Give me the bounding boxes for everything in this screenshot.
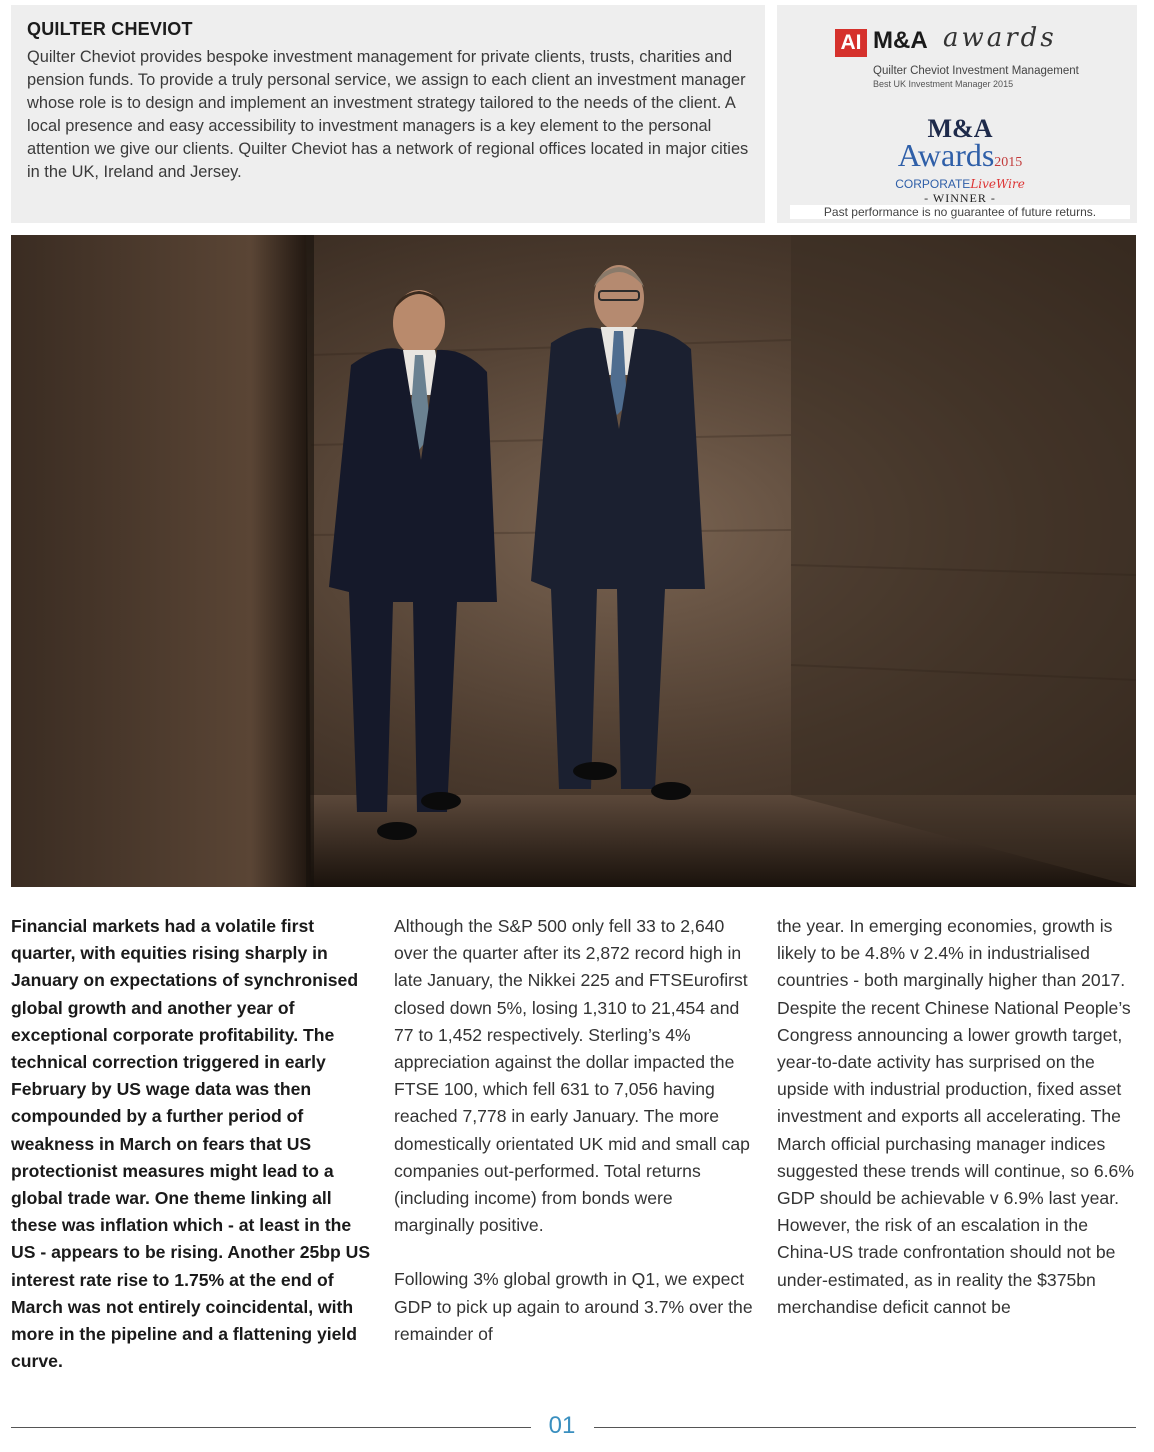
article-column-3: [777, 913, 1137, 1348]
ma2-corporate: CORPORATE: [895, 177, 971, 191]
article-col2-para1: Although the S&P 500 only fell 33 to 2,640 over the quarter after its 2,872 record high in late January, the Nikkei 225 and FTSEurofirst closed down 5%, losing 1,310 to 21,454 and 77 to 1,452 respectively. Sterling’s 4% appreciation against the dollar impacted the FTSE 100, which fell 631 to 7,056 having reached 7,778 in early January. The more domestically orientated UK mid and small cap companies out-performed. Total returns (including income) from bonds were marginally positive.: [394, 916, 750, 1236]
awards-panel: [777, 5, 1137, 223]
article-lead-column: Financial markets had a volatile first quarter, with equities rising sharply in January on expectations of synchronised global growth and another year of exceptional corporate profitability. The technical correction triggered in early February by US wage data was then compounded by a further period of weakness in March on fears that US protectionist measures might lead to a global trade war. One theme linking all these was inflation which - at least in the US - appears to be rising. Another 25bp US interest rate rise to 1.75% at the end of March was not entirely coincidental, with more in the pipeline and a flattening yield curve.: [11, 916, 371, 1372]
award-category: Best UK Investment Manager 2015: [873, 79, 1014, 89]
ma2-awards-text: Awards: [897, 137, 995, 173]
intro-title: QUILTER CHEVIOT: [27, 19, 193, 39]
footer-rule-right: [594, 1427, 1136, 1428]
ma2-winner: - WINNER -: [924, 191, 996, 205]
team-photo: [11, 235, 1136, 887]
intro-body: Quilter Cheviot provides bespoke investment management for private clients, trusts, charities and pension funds. To provide a truly personal service, we assign to each client an investment manager whose role is to design and implement an investment strategy tailored to the needs of the client. A local presence and easy accessibility to investment managers is a key element to the personal attention we give our clients. Quilter Cheviot has a network of regional offices located in major cities in the UK, Ireland and Jersey.: [27, 48, 749, 181]
ma2-title: M&A: [927, 114, 993, 143]
person-right: [531, 265, 705, 800]
article-col3-para1: the year. In emerging economies, growth is likely to be 4.8% v 2.4% in industrialised countries - both marginally higher than 2017. Despite the recent Chinese National People’s Congress announcing a lower growth target, year-to-date activity has surprised on the upside with industrial production, fixed asset investment and exports all accelerating. The March official purchasing manager indices suggested these trends will continue, so 6.6% GDP should be achievable v 6.9% last year. However, the risk of an escalation in the China-US trade confrontation should not be under-estimated, as in reality the $375bn merchandise deficit cannot be: [777, 916, 1134, 1317]
ma2-awards-word: [885, 137, 1035, 177]
footer-rule-left: [11, 1427, 531, 1428]
article-column-2: [394, 913, 754, 1375]
ai-logo-box: AI: [835, 29, 867, 57]
ai-ma-awards-logo: [835, 23, 1105, 103]
ma2-year: 2015: [994, 155, 1023, 170]
page-number: 01: [548, 1412, 576, 1439]
team-photo-illustration: [11, 235, 1136, 887]
ma2-livewire: LiveWire: [970, 177, 1025, 191]
award-winner-name: Quilter Cheviot Investment Management: [873, 65, 1079, 77]
awards-script-text: awards: [943, 23, 1057, 53]
ma-awards-2015-logo: [885, 114, 1035, 205]
past-performance-disclaimer: Past performance is no guarantee of future returns.: [790, 205, 1130, 219]
article-col2-para2: Following 3% global growth in Q1, we expect GDP to pick up again to around 3.7% over the remainder of: [394, 1269, 753, 1344]
ma2-corporate-livewire: [885, 177, 1035, 191]
intro-box: [11, 5, 765, 223]
ma-logo-text: M&A: [873, 27, 928, 54]
person-left: [329, 290, 497, 840]
